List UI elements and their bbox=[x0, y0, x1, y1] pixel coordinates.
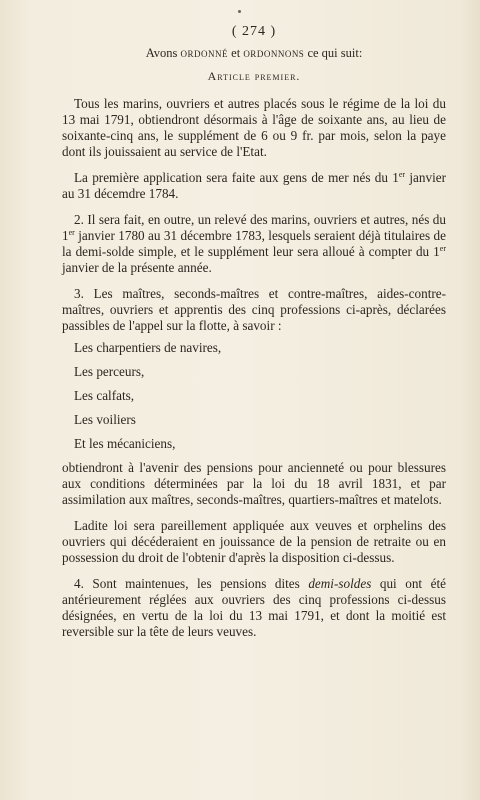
paragraph-article-2-part2: janvier 1780 au 31 décembre 1783, lesquels seraient déjà titulaires de la demi-solde simple, et le supplément leur sera alloué à compter du 1 bbox=[62, 228, 446, 259]
paragraph-veuves: Ladite loi sera pareillement appliquée aux veuves et orphelins des ouvriers qui décéderaient en jouissance de la pension de retraite ou en possession du droit de l'obtenir d'après la disposition ci-dessus. bbox=[62, 518, 446, 565]
paragraph-article-2-sup2: er bbox=[439, 244, 446, 253]
list-item-perceurs: Les perceurs, bbox=[74, 364, 145, 379]
preamble-middle: et bbox=[228, 46, 244, 60]
paragraph-article-4-before: 4. Sont maintenues, les pensions dites bbox=[74, 576, 309, 591]
paragraph-article-4-after: qui ont été antérieurement réglées aux ouvriers des cinq professions ci-dessus désignées, en vertu de la loi du 13 mai 1791, et dont la moitié est reversible sur la tête de leurs veuves. bbox=[62, 576, 446, 639]
paragraph-2-after: janvier au 31 décemdre 1784. bbox=[62, 170, 446, 201]
preamble-after: ce qui suit: bbox=[304, 46, 363, 60]
list-item-calfats: Les calfats, bbox=[74, 388, 135, 403]
paragraph-2-sup: er bbox=[398, 170, 406, 179]
paragraph-2-before: La première application sera faite aux gens de mer nés du 1 bbox=[74, 170, 399, 185]
paragraph-continuation: obtiendront à l'avenir des pensions pour ancienneté ou pour blessures aux conditions déterminées par la loi du 18 avril 1831, et par assimilation aux maîtres, seconds-maîtres, quartiers-maîtres et matelots. bbox=[62, 460, 446, 507]
paragraph-article-4-italic: demi-soldes bbox=[308, 576, 372, 591]
paragraph-article-2-part3: janvier de la présente année. bbox=[62, 260, 212, 275]
list-item-charpentiers: Les charpentiers de navires, bbox=[74, 340, 222, 355]
list-item-voiliers: Les voiliers bbox=[74, 412, 136, 427]
paragraph-2 bbox=[62, 170, 446, 202]
ink-mark bbox=[238, 10, 241, 13]
paragraph-article-2-sup1: er bbox=[68, 228, 75, 237]
paragraph-article-4 bbox=[62, 576, 446, 640]
article-title: Article premier. bbox=[207, 69, 301, 83]
paragraph-article-2 bbox=[62, 212, 446, 276]
page-number: ( 274 ) bbox=[231, 24, 277, 39]
preamble-word-ordonne: ordonné bbox=[180, 46, 229, 60]
preamble bbox=[62, 46, 446, 61]
preamble-before: Avons bbox=[145, 46, 181, 60]
list-item-mecaniciens: Et les mécaniciens, bbox=[74, 436, 176, 451]
paragraph-1: Tous les marins, ouvriers et autres placés sous le régime de la loi du 13 mai 1791, obtiendront désormais à l'âge de soixante ans, au lieu de soixante-cinq ans, le supplément de 6 ou 9 fr. par mois, selon la paye dont ils jouissaient au service de l'Etat. bbox=[62, 96, 446, 159]
paragraph-article-2-part1: 2. Il sera fait, en outre, un relevé des marins, ouvriers et autres, nés du 1 bbox=[62, 212, 446, 243]
paragraph-article-3: 3. Les maîtres, seconds-maîtres et contre-maîtres, aides-contre-maîtres, ouvriers et apprentis des cinq professions ci-après, déclarées passibles de l'appel sur la flotte, à savoir : bbox=[62, 286, 446, 333]
preamble-word-ordonnons: ordonnons bbox=[243, 46, 305, 60]
